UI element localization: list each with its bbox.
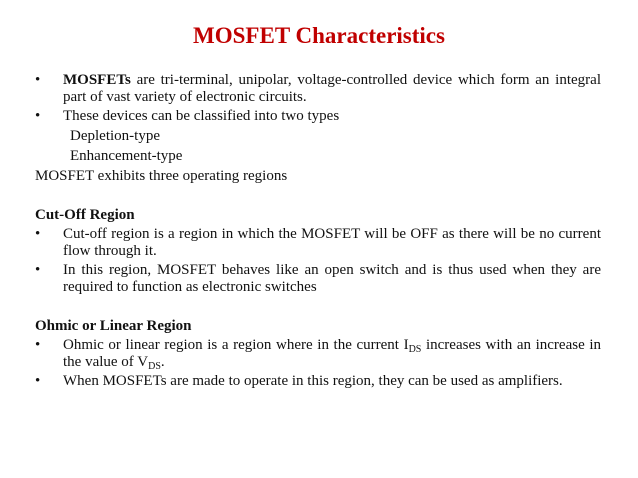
intro-bullet-1-text: are tri-terminal, unipolar, voltage-controlled device which form an integral part of vast variety of electronic circuits. bbox=[63, 72, 601, 105]
type-depletion: Depletion-type bbox=[70, 128, 160, 144]
cutoff-bullet-2 bbox=[35, 262, 601, 296]
ohmic-heading: Ohmic or Linear Region bbox=[35, 318, 192, 334]
cutoff-heading: Cut-Off Region bbox=[35, 207, 135, 223]
bullet-dot: • bbox=[35, 72, 41, 88]
intro-bullet-1 bbox=[35, 72, 601, 106]
cutoff-bullet-1 bbox=[35, 226, 601, 260]
type-enhancement: Enhancement-type bbox=[70, 148, 183, 164]
regions-summary: MOSFET exhibits three operating regions bbox=[35, 168, 288, 184]
bullet-dot: • bbox=[35, 108, 41, 124]
bullet-dot: • bbox=[35, 226, 41, 242]
ohmic-bullet-1-part1: Ohmic or linear region is a region where in the current I bbox=[63, 337, 409, 353]
ids-subscript: DS bbox=[408, 344, 422, 355]
ohmic-bullet-1-part3: . bbox=[160, 354, 165, 370]
ohmic-bullet-2-text: When MOSFETs are made to operate in this region, they can be used as amplifiers. bbox=[63, 373, 563, 389]
intro-bullet-2-text: These devices can be classified into two types bbox=[63, 108, 340, 124]
bullet-dot: • bbox=[35, 262, 41, 278]
ohmic-bullet-2 bbox=[35, 373, 601, 390]
cutoff-bullet-1-text: Cut-off region is a region in which the MOSFET will be OFF as there will be no current flow through it. bbox=[63, 226, 601, 259]
intro-bullet-2 bbox=[35, 108, 601, 125]
cutoff-bullet-2-text: In this region, MOSFET behaves like an open switch and is thus used when they are required to function as electronic switches bbox=[63, 262, 601, 295]
bullet-dot: • bbox=[35, 373, 41, 389]
vds-subscript: DS bbox=[148, 361, 161, 372]
ohmic-bullet-1-part2: increases with an increase in the value of V bbox=[63, 337, 602, 370]
bullet-dot: • bbox=[35, 337, 41, 353]
mosfets-lead: MOSFETs bbox=[63, 72, 131, 88]
ohmic-bullet-1 bbox=[35, 337, 601, 371]
slide-title: MOSFET Characteristics bbox=[193, 23, 445, 48]
slide-content bbox=[35, 72, 601, 390]
